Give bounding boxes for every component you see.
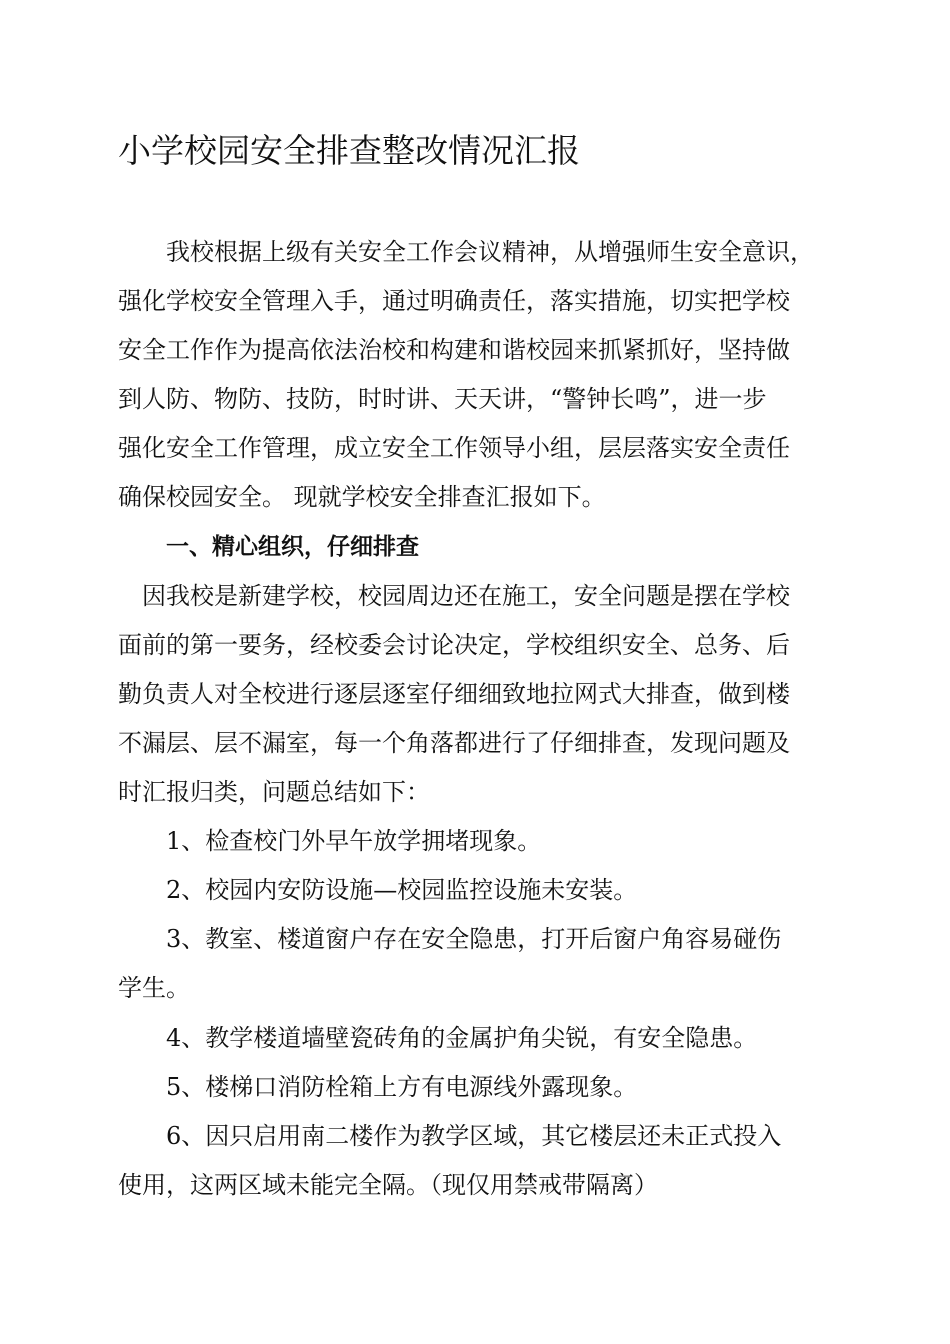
list-item — [118, 1112, 838, 1210]
list-item — [118, 1063, 838, 1112]
text-line: 到人防、物防、技防，时时讲、天天讲，“警钟长鸣”，进一步 — [118, 385, 767, 414]
text-line: 4、教学楼道墙壁瓷砖角的金属护角尖锐，有安全隐患。 — [166, 1023, 758, 1052]
list-item — [118, 915, 838, 1013]
section-heading: 一、精心组织，仔细排查 — [166, 533, 419, 560]
text-line: 不漏层、层不漏室，每一个角落都进行了仔细排查，发现问题及 — [118, 728, 790, 757]
text-line: 时汇报归类，问题总结如下： — [118, 778, 430, 807]
text-line: 5、楼梯口消防栓箱上方有电源线外露现象。 — [166, 1072, 638, 1101]
text-line: 学生。 — [118, 974, 190, 1003]
text-line: 强化学校安全管理入手，通过明确责任，落实措施，切实把学校 — [118, 287, 790, 316]
text-line: 确保校园安全。 现就学校安全排查汇报如下。 — [118, 483, 606, 512]
text-line: 强化安全工作管理，成立安全工作领导小组，层层落实安全责任 — [118, 434, 790, 463]
text-line: 使用，这两区域未能完全隔。（现仅用禁戒带隔离） — [118, 1170, 658, 1199]
text-line: 1、检查校门外早午放学拥堵现象。 — [166, 827, 542, 856]
text-line: 3、教室、楼道窗户存在安全隐患，打开后窗户角容易碰伤 — [166, 925, 782, 954]
issue-list — [118, 817, 838, 1210]
section1-paragraph — [118, 572, 838, 817]
text-line: 安全工作作为提高依法治校和构建和谐校园来抓紧抓好，坚持做 — [118, 336, 790, 365]
text-line: 因我校是新建学校，校园周边还在施工，安全问题是摆在学校 — [142, 581, 790, 610]
list-item — [118, 866, 838, 915]
list-item — [118, 817, 838, 866]
text-line: 2、校园内安防设施—校园监控设施未安装。 — [166, 876, 638, 905]
document-title: 小学校园安全排查整改情况汇报 — [118, 131, 580, 170]
text-line: 6、因只启用南二楼作为教学区域，其它楼层还未正式投入 — [166, 1121, 782, 1150]
document-body — [118, 228, 838, 1210]
text-line: 面前的第一要务，经校委会讨论决定，学校组织安全、总务、后 — [118, 630, 790, 659]
text-line: 勤负责人对全校进行逐层逐室仔细细致地拉网式大排查，做到楼 — [118, 679, 790, 708]
list-item — [118, 1014, 838, 1063]
intro-paragraph — [118, 228, 838, 523]
text-line: 我校根据上级有关安全工作会议精神，从增强师生安全意识， — [166, 238, 814, 266]
